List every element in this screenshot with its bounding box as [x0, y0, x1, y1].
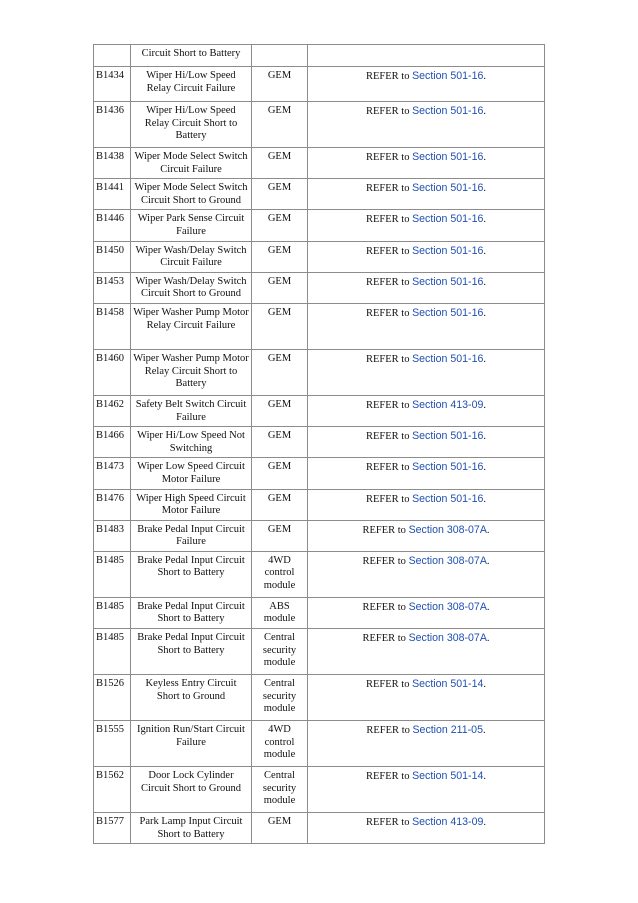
action-text: REFER to	[366, 771, 410, 783]
section-link[interactable]: Section 501-16	[412, 70, 484, 82]
module-cell: GEM	[252, 210, 308, 241]
module-cell: GEM	[252, 67, 308, 102]
dtc-code-cell: B1434	[94, 67, 131, 102]
action-cell	[308, 241, 545, 272]
table-row	[94, 597, 545, 628]
action-cell	[308, 303, 545, 349]
section-link[interactable]: Section 501-16	[412, 182, 484, 195]
section-link[interactable]: Section 413-09	[412, 816, 484, 829]
action-text: REFER to	[362, 633, 406, 645]
action-text: REFER to	[366, 106, 410, 117]
action-end-punctuation: .	[483, 462, 486, 474]
action-text: REFER to	[366, 71, 410, 82]
table-row	[94, 179, 545, 210]
action-cell	[308, 458, 545, 489]
dtc-code-cell: B1485	[94, 629, 131, 675]
section-link[interactable]: Section 501-16	[412, 213, 484, 226]
action-text: REFER to	[366, 493, 410, 505]
dtc-code-cell: B1476	[94, 489, 131, 520]
table-row	[94, 551, 545, 597]
dtc-description-cell: Wiper Low Speed Circuit Motor Failure	[131, 458, 252, 489]
module-cell: GEM	[252, 241, 308, 272]
dtc-code-cell: B1483	[94, 520, 131, 551]
dtc-description-cell: Brake Pedal Input Circuit Failure	[131, 520, 252, 551]
dtc-code-cell: B1485	[94, 597, 131, 628]
dtc-description-cell: Park Lamp Input Circuit Short to Battery	[131, 813, 252, 844]
action-end-punctuation: .	[483, 152, 486, 163]
action-text: REFER to	[366, 462, 410, 474]
action-end-punctuation: .	[483, 245, 486, 257]
dtc-code-cell: B1458	[94, 303, 131, 349]
section-link[interactable]: Section 501-14	[412, 770, 484, 783]
action-end-punctuation: .	[483, 431, 486, 443]
action-end-punctuation: .	[483, 106, 486, 117]
table-row	[94, 721, 545, 767]
dtc-description-cell: Wiper Hi/Low Speed Not Switching	[131, 427, 252, 458]
table-row	[94, 272, 545, 303]
dtc-code-cell	[94, 45, 131, 67]
dtc-code-cell: B1450	[94, 241, 131, 272]
action-cell	[308, 102, 545, 148]
action-end-punctuation: .	[483, 276, 486, 288]
action-text: REFER to	[366, 399, 410, 411]
section-link[interactable]: Section 211-05	[412, 724, 483, 737]
dtc-code-cell: B1577	[94, 813, 131, 844]
action-end-punctuation: .	[483, 307, 486, 319]
table-row	[94, 813, 545, 844]
action-text: REFER to	[366, 817, 410, 829]
action-cell	[308, 427, 545, 458]
dtc-code-cell: B1441	[94, 179, 131, 210]
action-end-punctuation: .	[483, 399, 486, 411]
section-link[interactable]: Section 501-16	[412, 492, 484, 505]
dtc-description-cell: Wiper Wash/Delay Switch Circuit Short to Ground	[131, 272, 252, 303]
action-cell	[308, 148, 545, 179]
action-text: REFER to	[366, 214, 410, 226]
module-cell: GEM	[252, 148, 308, 179]
dtc-code-cell: B1446	[94, 210, 131, 241]
action-cell	[308, 45, 545, 67]
table-row	[94, 45, 545, 67]
action-text: REFER to	[362, 601, 406, 613]
action-cell	[308, 675, 545, 721]
dtc-description-cell: Brake Pedal Input Circuit Short to Battery	[131, 551, 252, 597]
action-text: REFER to	[362, 555, 406, 567]
action-cell	[308, 349, 545, 395]
action-cell	[308, 520, 545, 551]
action-cell	[308, 721, 545, 767]
table-row	[94, 427, 545, 458]
table-row	[94, 67, 545, 102]
module-cell: Central security module	[252, 675, 308, 721]
module-cell: GEM	[252, 520, 308, 551]
section-link[interactable]: Section 501-16	[412, 151, 484, 163]
dtc-description-cell: Ignition Run/Start Circuit Failure	[131, 721, 252, 767]
table-row	[94, 767, 545, 813]
dtc-description-cell: Wiper Hi/Low Speed Relay Circuit Failure	[131, 67, 252, 102]
module-cell: GEM	[252, 179, 308, 210]
action-cell	[308, 210, 545, 241]
action-end-punctuation: .	[486, 555, 490, 567]
dtc-description-cell: Wiper Park Sense Circuit Failure	[131, 210, 252, 241]
module-cell: GEM	[252, 395, 308, 426]
action-text: REFER to	[366, 725, 410, 737]
dtc-description-cell: Wiper Mode Select Switch Circuit Failure	[131, 148, 252, 179]
module-cell: Central security module	[252, 767, 308, 813]
action-end-punctuation: .	[483, 493, 486, 505]
table-row	[94, 102, 545, 148]
module-cell: GEM	[252, 272, 308, 303]
action-cell	[308, 179, 545, 210]
dtc-description-cell: Door Lock Cylinder Circuit Short to Ground	[131, 767, 252, 813]
action-end-punctuation: .	[483, 214, 486, 226]
table-row	[94, 489, 545, 520]
action-cell	[308, 272, 545, 303]
action-cell	[308, 67, 545, 102]
action-end-punctuation: .	[486, 601, 490, 613]
action-cell	[308, 489, 545, 520]
module-cell: GEM	[252, 102, 308, 148]
dtc-description-cell: Wiper Mode Select Switch Circuit Short to Ground	[131, 179, 252, 210]
table-row	[94, 675, 545, 721]
section-link[interactable]: Section 501-16	[412, 306, 484, 319]
dtc-table	[93, 44, 545, 844]
action-end-punctuation: .	[482, 725, 486, 737]
dtc-code-cell: B1562	[94, 767, 131, 813]
dtc-code-cell: B1555	[94, 721, 131, 767]
section-link[interactable]: Section 501-16	[412, 275, 484, 288]
action-text: REFER to	[366, 152, 410, 163]
dtc-description-cell: Circuit Short to Battery	[131, 45, 252, 67]
action-cell	[308, 551, 545, 597]
module-cell: GEM	[252, 349, 308, 395]
section-link[interactable]: Section 308-07A	[408, 600, 487, 613]
dtc-code-cell: B1460	[94, 349, 131, 395]
action-cell	[308, 629, 545, 675]
action-end-punctuation: .	[483, 183, 486, 195]
action-end-punctuation: .	[483, 817, 486, 829]
module-cell: 4WD control module	[252, 551, 308, 597]
table-row	[94, 241, 545, 272]
dtc-description-cell: Wiper Wash/Delay Switch Circuit Failure	[131, 241, 252, 272]
action-cell	[308, 597, 545, 628]
action-cell	[308, 767, 545, 813]
dtc-description-cell: Wiper Washer Pump Motor Relay Circuit Short to Battery	[131, 349, 252, 395]
dtc-description-cell: Wiper Hi/Low Speed Relay Circuit Short to Battery	[131, 102, 252, 148]
dtc-code-cell: B1485	[94, 551, 131, 597]
action-end-punctuation: .	[483, 71, 486, 82]
action-end-punctuation: .	[486, 524, 490, 536]
dtc-code-cell: B1438	[94, 148, 131, 179]
section-link[interactable]: Section 501-16	[412, 105, 484, 117]
action-text: REFER to	[366, 245, 410, 257]
module-cell: GEM	[252, 303, 308, 349]
module-cell: GEM	[252, 427, 308, 458]
table-row	[94, 629, 545, 675]
dtc-code-cell: B1473	[94, 458, 131, 489]
action-text: REFER to	[366, 307, 410, 319]
dtc-description-cell: Wiper Washer Pump Motor Relay Circuit Failure	[131, 303, 252, 349]
module-cell: GEM	[252, 458, 308, 489]
table-row	[94, 210, 545, 241]
action-text: REFER to	[366, 353, 410, 365]
dtc-code-cell: B1526	[94, 675, 131, 721]
table-row	[94, 458, 545, 489]
module-cell: ABS module	[252, 597, 308, 628]
table-row	[94, 148, 545, 179]
section-link[interactable]: Section 501-16	[412, 244, 484, 257]
table-row	[94, 395, 545, 426]
action-text: REFER to	[366, 679, 410, 691]
dtc-description-cell: Brake Pedal Input Circuit Short to Battery	[131, 629, 252, 675]
module-cell: Central security module	[252, 629, 308, 675]
action-end-punctuation: .	[486, 633, 490, 645]
dtc-description-cell: Safety Belt Switch Circuit Failure	[131, 395, 252, 426]
dtc-description-cell: Brake Pedal Input Circuit Short to Battery	[131, 597, 252, 628]
section-link[interactable]: Section 501-14	[412, 678, 484, 691]
action-text: REFER to	[366, 431, 410, 443]
module-cell: GEM	[252, 489, 308, 520]
section-link[interactable]: Section 308-07A	[408, 523, 487, 536]
dtc-table-body	[94, 45, 545, 844]
action-end-punctuation: .	[483, 353, 486, 365]
table-row	[94, 520, 545, 551]
table-row	[94, 349, 545, 395]
dtc-code-cell: B1462	[94, 395, 131, 426]
action-cell	[308, 813, 545, 844]
action-text: REFER to	[362, 524, 406, 536]
dtc-code-cell: B1466	[94, 427, 131, 458]
action-text: REFER to	[366, 183, 410, 195]
dtc-code-cell: B1453	[94, 272, 131, 303]
action-end-punctuation: .	[483, 771, 486, 783]
dtc-description-cell: Keyless Entry Circuit Short to Ground	[131, 675, 252, 721]
dtc-code-cell: B1436	[94, 102, 131, 148]
action-text: REFER to	[366, 276, 410, 288]
section-link[interactable]: Section 308-07A	[408, 632, 487, 645]
section-link[interactable]: Section 501-16	[412, 461, 484, 474]
action-end-punctuation: .	[483, 679, 486, 691]
section-link[interactable]: Section 501-16	[412, 430, 484, 443]
module-cell: GEM	[252, 813, 308, 844]
section-link[interactable]: Section 501-16	[412, 352, 484, 365]
action-cell	[308, 395, 545, 426]
module-cell	[252, 45, 308, 67]
module-cell: 4WD control module	[252, 721, 308, 767]
section-link[interactable]: Section 308-07A	[408, 554, 487, 567]
table-row	[94, 303, 545, 349]
dtc-description-cell: Wiper High Speed Circuit Motor Failure	[131, 489, 252, 520]
section-link[interactable]: Section 413-09	[412, 398, 484, 411]
